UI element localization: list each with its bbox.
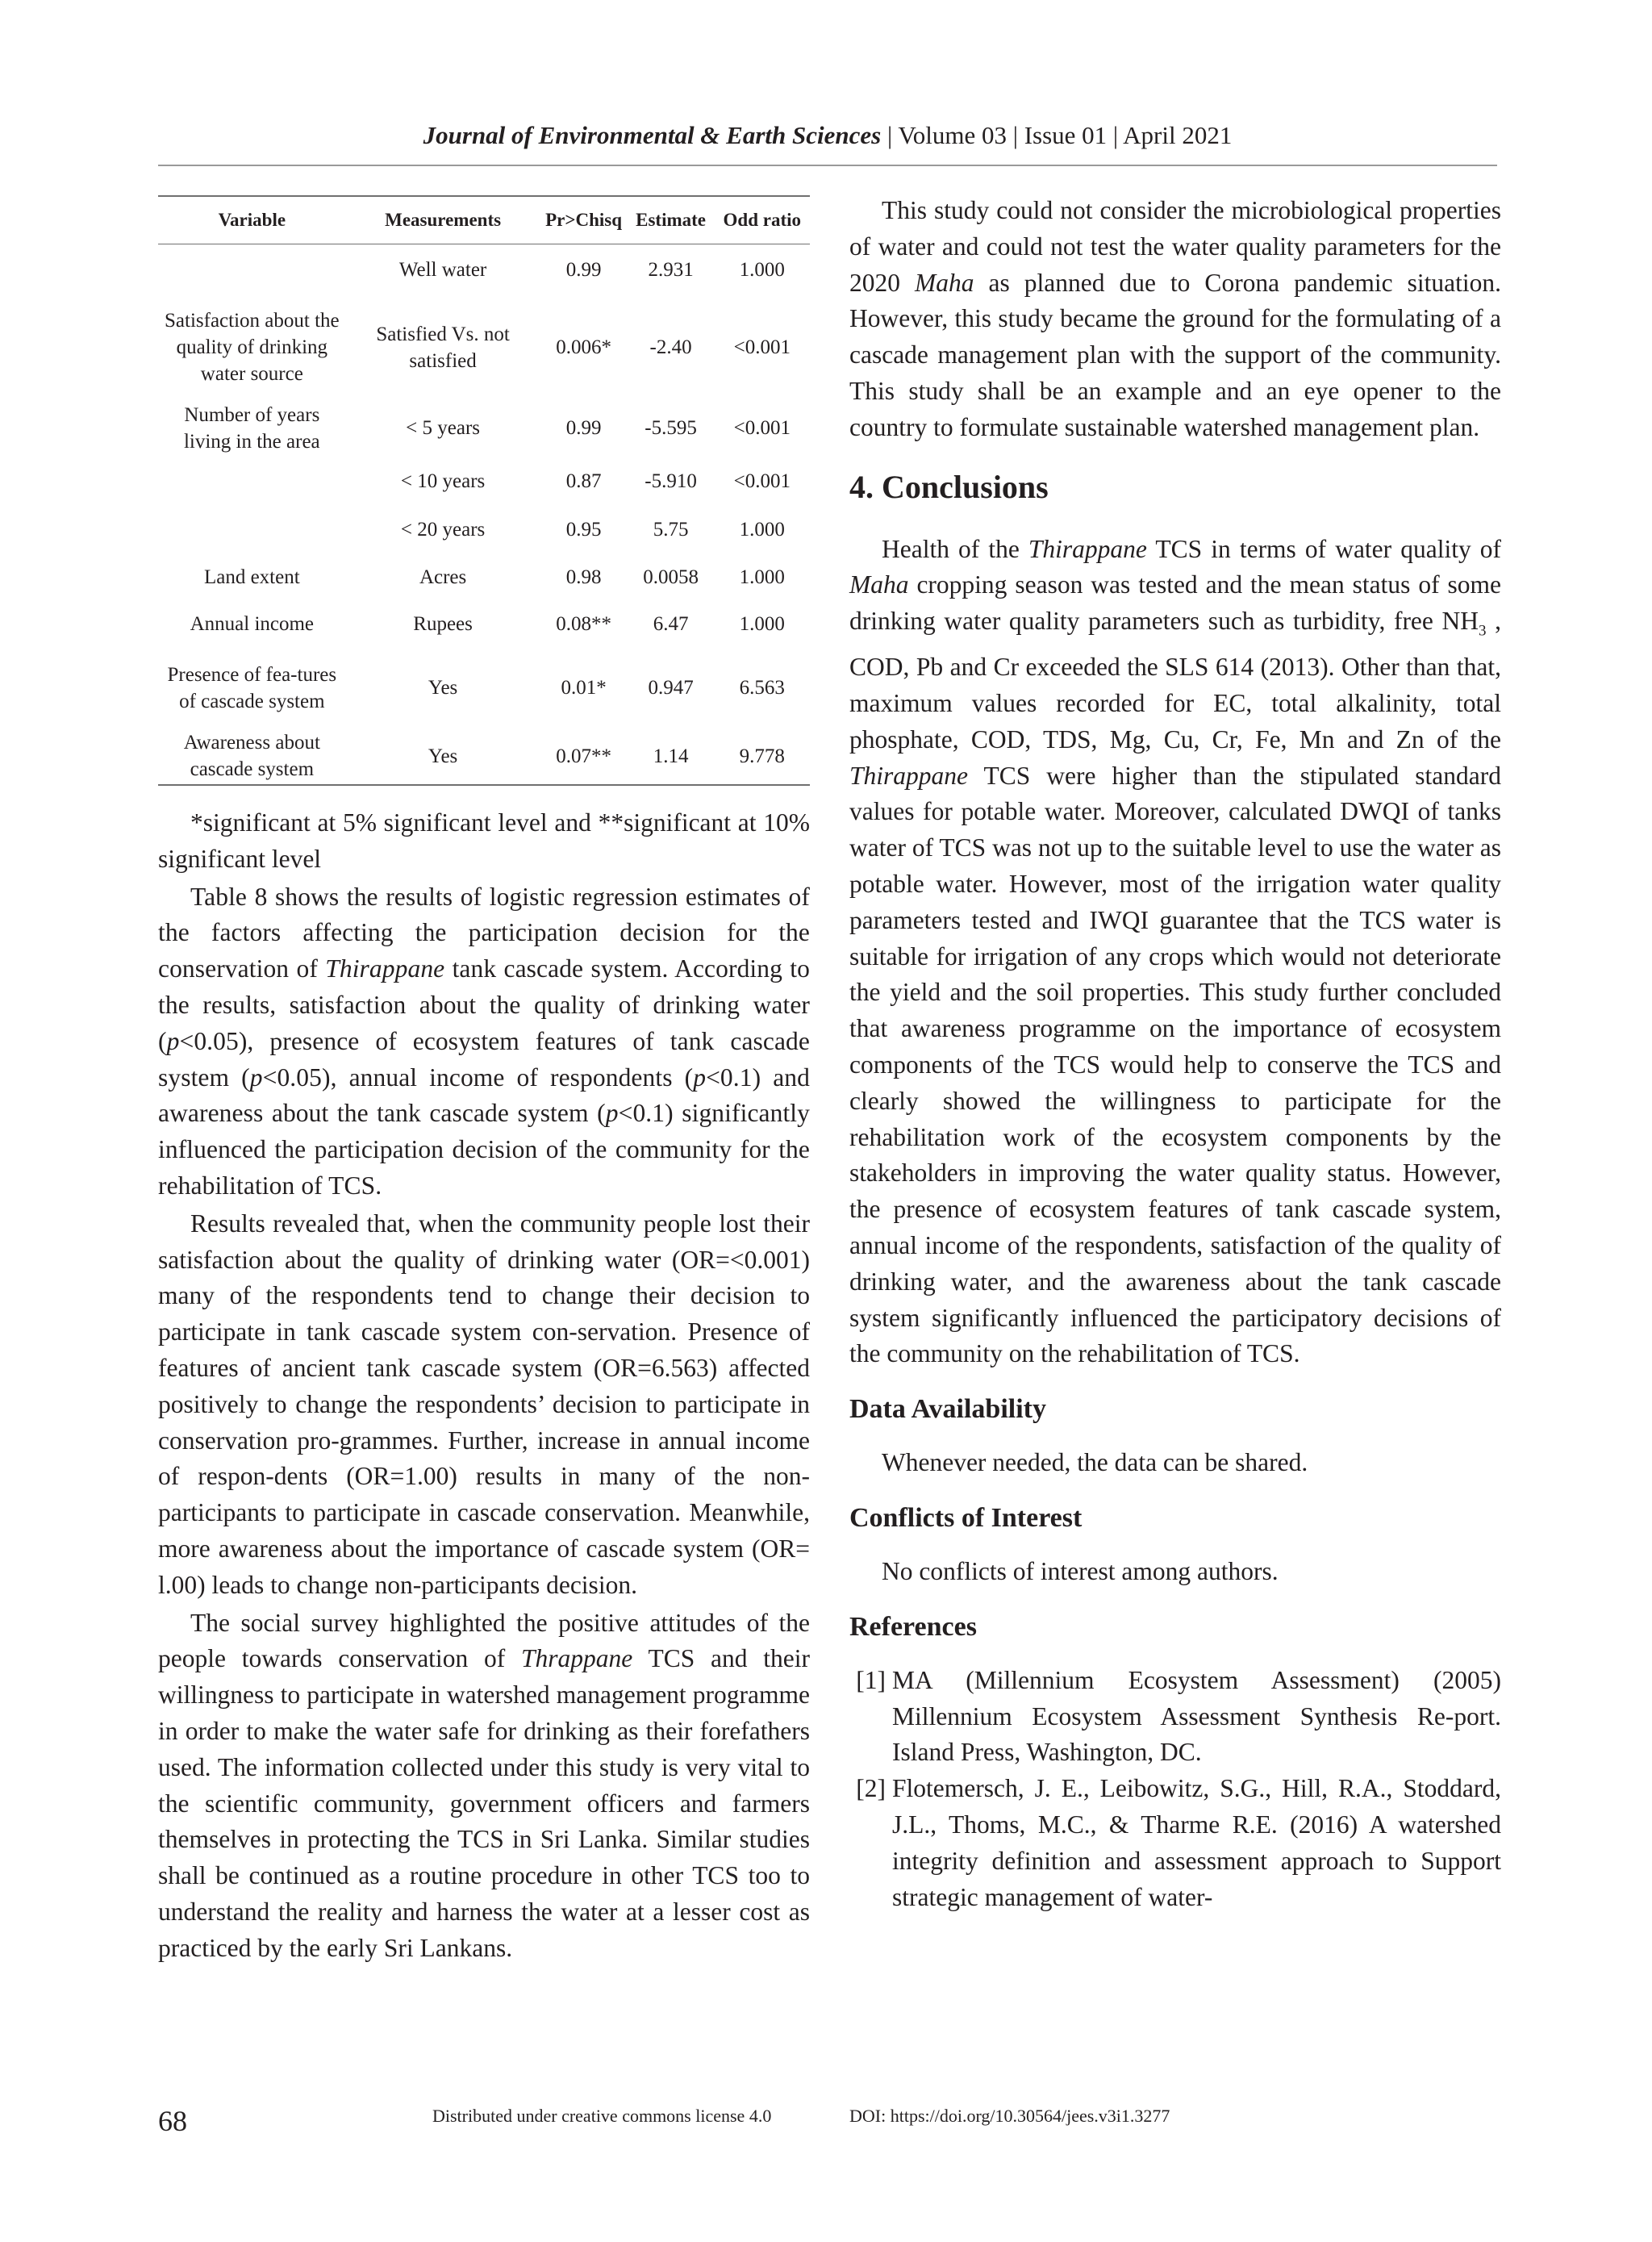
paragraph-table-results [158, 879, 810, 1205]
text-run: TCS and their willingness to participate in watershed management programme in order to make the water safe for drinking as their forefathers used. The information collected under this study is very vital to the scientific community, government officers and farmers themselves in protecting the TCS in Sri Lanka. Similar studies shall be continued as a routine procedure in other TCS too to understand the reality and harness the water at a lesser cost as practiced by the early Sri Lankans. [158, 1644, 810, 1962]
cell-measurement: < 5 years [406, 417, 481, 439]
cell-odd: <0.001 [733, 470, 791, 492]
reference-number: [2] [856, 1774, 886, 1803]
cell-variable: Annual income [190, 613, 315, 635]
italic-term: Thirappane [1028, 534, 1147, 563]
text-run: <0.1) and awareness about the tank cascade system ( [158, 1063, 811, 1128]
cell-measurement: < 20 years [400, 519, 486, 541]
cell-variable [158, 506, 346, 554]
reference-item [849, 1663, 1501, 1771]
col-header-measurements: Measurements [346, 196, 540, 244]
italic-term: Thirappane [325, 954, 445, 983]
italic-term: Thirappane [849, 761, 969, 790]
paragraph-conclusions [849, 532, 1501, 1373]
italic-term: p [605, 1099, 619, 1128]
license-text: Distributed under creative commons license 4.0 [432, 2106, 772, 2126]
table-row [158, 244, 810, 296]
cell-variable: Land extent [203, 566, 300, 588]
cell-variable: Number of years living in the area [183, 403, 320, 453]
table-row [158, 648, 810, 729]
reference-text: MA (Millennium Ecosystem Assessment) (2005) Millennium Ecosystem Assessment Synthesis Re-port. Island Press, Washington, DC. [892, 1665, 1501, 1767]
cell-odd: 1.000 [739, 566, 785, 588]
table-row [158, 296, 810, 399]
right-column [849, 193, 1501, 1915]
paragraph-limitations [849, 193, 1501, 446]
italic-term: p [166, 1026, 180, 1055]
cell-measurement: < 10 years [400, 470, 486, 492]
cell-pr: 0.95 [565, 519, 602, 541]
cell-estimate: -5.595 [645, 417, 697, 439]
table-header-row [158, 196, 810, 244]
text-run: Health of the [882, 534, 1028, 563]
italic-term: Maha [915, 268, 974, 297]
section-heading-conclusions: 4. Conclusions [849, 468, 1049, 505]
italic-term: Maha [849, 570, 909, 599]
text-run: TCS in terms of water quality of [1146, 534, 1502, 563]
cell-odd: 9.778 [715, 729, 810, 785]
cell-estimate: 6.47 [653, 613, 689, 635]
text-run: TCS were higher than the stipulated standard values for potable water. Moreover, calculated DWQI of tanks water of TCS was not up to the suitable level to use the water as potable water. However, most of the irrigation water quality parameters tested and IWQI guarantee that the TCS water is suitable for irrigation of any crops which would not deteriorate the yield and the soil properties. This study further concluded that awareness programme on the importance of ecosystem components of the TCS would help to conserve the TCS and clearly showed the willingness to participate for the rehabilitation work of the ecosystem components by the stakeholders in improving the water quality status. However, the presence of ecosystem features of tank cascade system, annual income of the respondents, satisfaction of the quality of drinking water, and the awareness about the tank cascade system significantly influenced the participatory decisions of the community on the rehabilitation of TCS. [849, 761, 1501, 1368]
cell-measurement: Acres [419, 566, 467, 588]
table-significance-note: *significant at 5% significant level and **significant at 10% significant level [158, 808, 810, 873]
cell-pr: 0.08** [556, 613, 611, 635]
cell-pr: 0.99 [565, 259, 602, 282]
cell-odd: <0.001 [733, 417, 791, 439]
reference-number: [1] [856, 1665, 886, 1694]
journal-name: Journal of Environmental & Earth Sciences [423, 121, 882, 149]
cell-estimate: -2.40 [649, 336, 692, 358]
cell-estimate: 0.947 [648, 677, 694, 699]
cell-estimate: -5.910 [645, 470, 697, 492]
col-header-prchisq: Pr>Chisq [540, 196, 628, 244]
running-header [158, 121, 1497, 150]
subscript: 3 [1479, 622, 1487, 640]
col-header-variable: Variable [158, 196, 346, 244]
cell-variable [158, 244, 346, 296]
issue-details: | Volume 03 | Issue 01 | April 2021 [881, 121, 1233, 149]
text-run: <0.05), annual income of respondents ( [262, 1063, 694, 1092]
cell-odd: 1.000 [739, 259, 785, 282]
regression-table [158, 195, 810, 786]
table-row [158, 399, 810, 457]
left-column [158, 805, 810, 1967]
paragraph-social-survey [158, 1605, 810, 1967]
reference-text: Flotemersch, J. E., Leibowitz, S.G., Hill, R.A., Stoddard, J.L., Thoms, M.C., & Tharme R.E. (2016) A watershed integrity definition and assessment approach to Support strategic management of water- [892, 1774, 1501, 1911]
table-row [158, 601, 810, 648]
data-availability-text: Whenever needed, the data can be shared. [882, 1448, 1308, 1477]
col-header-odd-ratio: Odd ratio [715, 196, 810, 244]
text-run: This study could not consider the microbiological properties of water and could not test the water quality parameters for the 2020 [849, 196, 1501, 297]
cell-variable [158, 457, 346, 506]
cell-pr: 0.07** [540, 729, 628, 785]
cell-measurement: Yes [428, 677, 458, 699]
text-run: <0.1) significantly influenced the participation decision of the community for the rehabilitation of TCS. [158, 1099, 811, 1200]
table-row [158, 506, 810, 554]
cell-variable: Presence of fea-tures of cascade system [167, 663, 337, 712]
cell-odd: 1.000 [739, 613, 785, 635]
cell-pr: 0.99 [565, 417, 602, 439]
cell-odd: <0.001 [733, 336, 791, 358]
cell-variable: Satisfaction about the quality of drinking water source [165, 310, 340, 385]
cell-pr: 0.01* [561, 677, 607, 699]
heading-conflicts: Conflicts of Interest [849, 1503, 1083, 1533]
page-number: 68 [158, 2105, 187, 2137]
table-row [158, 457, 810, 506]
conflicts-text: No conflicts of interest among authors. [882, 1557, 1279, 1585]
text-run: as planned due to Corona pandemic situation. However, this study became the ground for the formulating of a cascade management plan with the support of the community. This study shall be an example and an eye opener to the country to formulate sustainable watershed management plan. [849, 268, 1501, 441]
cell-odd: 1.000 [739, 519, 785, 541]
italic-term: p [693, 1063, 707, 1092]
italic-term: p [249, 1063, 263, 1092]
cell-estimate: 5.75 [653, 519, 689, 541]
cell-measurement: Rupees [413, 613, 473, 635]
cell-pr: 0.98 [565, 566, 602, 588]
text-run: The social survey highlighted the positive attitudes of the people towards conservation of [158, 1608, 810, 1673]
cell-pr: 0.006* [556, 336, 611, 358]
cell-estimate: 1.14 [628, 729, 715, 785]
col-header-estimate: Estimate [628, 196, 715, 244]
cell-measurement: Satisfied Vs. not satisfied [376, 323, 510, 372]
reference-item [849, 1771, 1501, 1915]
cell-pr: 0.87 [565, 470, 602, 492]
paragraph-results-revealed: Results revealed that, when the community people lost their satisfaction about the quality of drinking water (OR=<0.001) many of the respondents tend to change their decision to participate in tank cascade system con-servation. Presence of features of ancient tank cascade system (OR=6.563) affected positively to change the respondents’ decision to participate in conservation pro-grammes. Further, increase in annual income of respon-dents (OR=1.00) results in many of the non-participants to participate in cascade conservation. Meanwhile, more awareness about the importance of cascade system (OR= l.00) leads to change non-participants decision. [158, 1209, 810, 1599]
cell-measurement: Well water [398, 259, 487, 282]
cell-odd: 6.563 [739, 677, 785, 699]
table-row [158, 729, 810, 785]
heading-data-availability: Data Availability [849, 1394, 1046, 1425]
heading-references: References [849, 1611, 977, 1642]
cell-variable: Awareness about cascade system [158, 729, 346, 785]
cell-measurement: Yes [346, 729, 540, 785]
italic-term: Thrappane [520, 1644, 633, 1673]
cell-estimate: 0.0058 [643, 566, 699, 588]
text-run: <0.05), presence of ecosystem features of tank cascade system ( [158, 1026, 810, 1092]
text-run: Table 8 shows the results of logistic regression estimates of the factors affecting the participation decision for the conservation of [158, 882, 810, 983]
text-run: cropping season was tested and the mean status of some drinking water quality parameters such as turbidity, free NH [849, 570, 1501, 636]
cell-estimate: 2.931 [648, 259, 694, 282]
text-run: , COD, Pb and Cr exceeded the SLS 614 (2013). Other than that, maximum values recorded for EC, total alkalinity, total phosphate, COD, TDS, Mg, Cu, Cr, Fe, Mn and Zn of the [849, 607, 1502, 754]
doi-text: DOI: https://doi.org/10.30564/jees.v3i1.3277 [849, 2106, 1170, 2126]
header-divider [158, 165, 1497, 166]
text-run: tank cascade system. According to the results, satisfaction about the quality of drinking water ( [158, 954, 810, 1055]
table-row [158, 554, 810, 601]
